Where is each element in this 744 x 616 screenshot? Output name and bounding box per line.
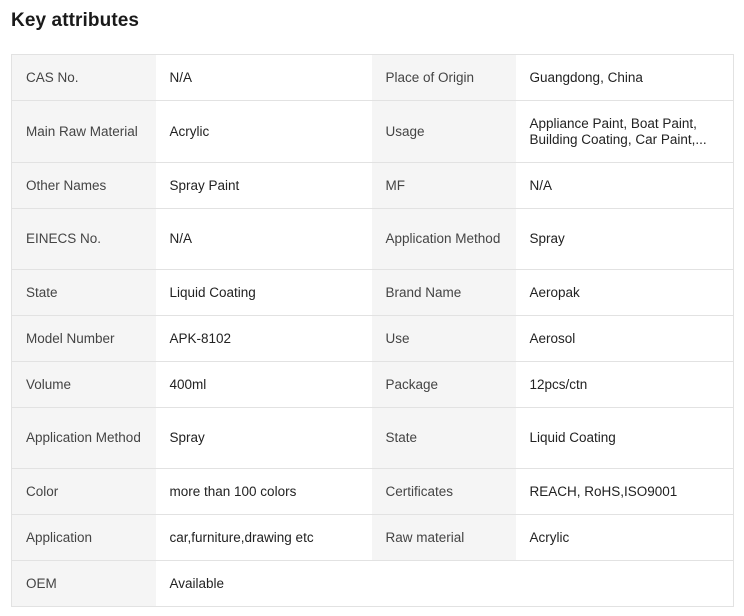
attribute-value: Spray Paint — [156, 163, 372, 209]
attribute-value: N/A — [516, 163, 734, 209]
attribute-label: State — [372, 408, 516, 469]
attribute-label: Brand Name — [372, 270, 516, 316]
attribute-value: Appliance Paint, Boat Paint, Building Coating, Car Paint,... — [516, 101, 734, 163]
table-row — [12, 561, 734, 607]
attribute-label: Raw material — [372, 515, 516, 561]
attribute-value: Available — [156, 561, 372, 607]
table-row — [12, 515, 734, 561]
attribute-value: Spray — [516, 209, 734, 270]
empty-cell — [372, 561, 516, 607]
attribute-label: Place of Origin — [372, 55, 516, 101]
table-row — [12, 469, 734, 515]
attribute-value: Aeropak — [516, 270, 734, 316]
attribute-label: OEM — [12, 561, 156, 607]
attribute-value: Acrylic — [156, 101, 372, 163]
table-row — [12, 270, 734, 316]
attribute-value: Aerosol — [516, 316, 734, 362]
attribute-label: Model Number — [12, 316, 156, 362]
table-row — [12, 408, 734, 469]
attribute-value: N/A — [156, 209, 372, 270]
attribute-label: Certificates — [372, 469, 516, 515]
attribute-label: State — [12, 270, 156, 316]
attribute-value: REACH, RoHS,ISO9001 — [516, 469, 734, 515]
table-row — [12, 55, 734, 101]
attribute-label: Application Method — [12, 408, 156, 469]
attribute-label: MF — [372, 163, 516, 209]
attribute-label: Usage — [372, 101, 516, 163]
table-row — [12, 316, 734, 362]
attribute-label: Volume — [12, 362, 156, 408]
attribute-value: Spray — [156, 408, 372, 469]
attribute-label: Other Names — [12, 163, 156, 209]
attribute-label: Use — [372, 316, 516, 362]
attribute-value: Guangdong, China — [516, 55, 734, 101]
attribute-label: Application Method — [372, 209, 516, 270]
attribute-label: Package — [372, 362, 516, 408]
attribute-value: 400ml — [156, 362, 372, 408]
table-row — [12, 209, 734, 270]
attribute-value: N/A — [156, 55, 372, 101]
attribute-value: Liquid Coating — [516, 408, 734, 469]
attribute-value: Liquid Coating — [156, 270, 372, 316]
attribute-value: more than 100 colors — [156, 469, 372, 515]
attribute-label: Application — [12, 515, 156, 561]
attribute-value: Acrylic — [516, 515, 734, 561]
table-row — [12, 362, 734, 408]
attribute-label: Color — [12, 469, 156, 515]
section-title: Key attributes — [11, 10, 140, 31]
attribute-value: 12pcs/ctn — [516, 362, 734, 408]
attribute-label: EINECS No. — [12, 209, 156, 270]
key-attributes-table — [11, 54, 734, 607]
attribute-label: CAS No. — [12, 55, 156, 101]
table-row — [12, 163, 734, 209]
table-row — [12, 101, 734, 163]
attribute-label: Main Raw Material — [12, 101, 156, 163]
attribute-value: car,furniture,drawing etc — [156, 515, 372, 561]
empty-cell — [516, 561, 734, 607]
attribute-value: APK-8102 — [156, 316, 372, 362]
